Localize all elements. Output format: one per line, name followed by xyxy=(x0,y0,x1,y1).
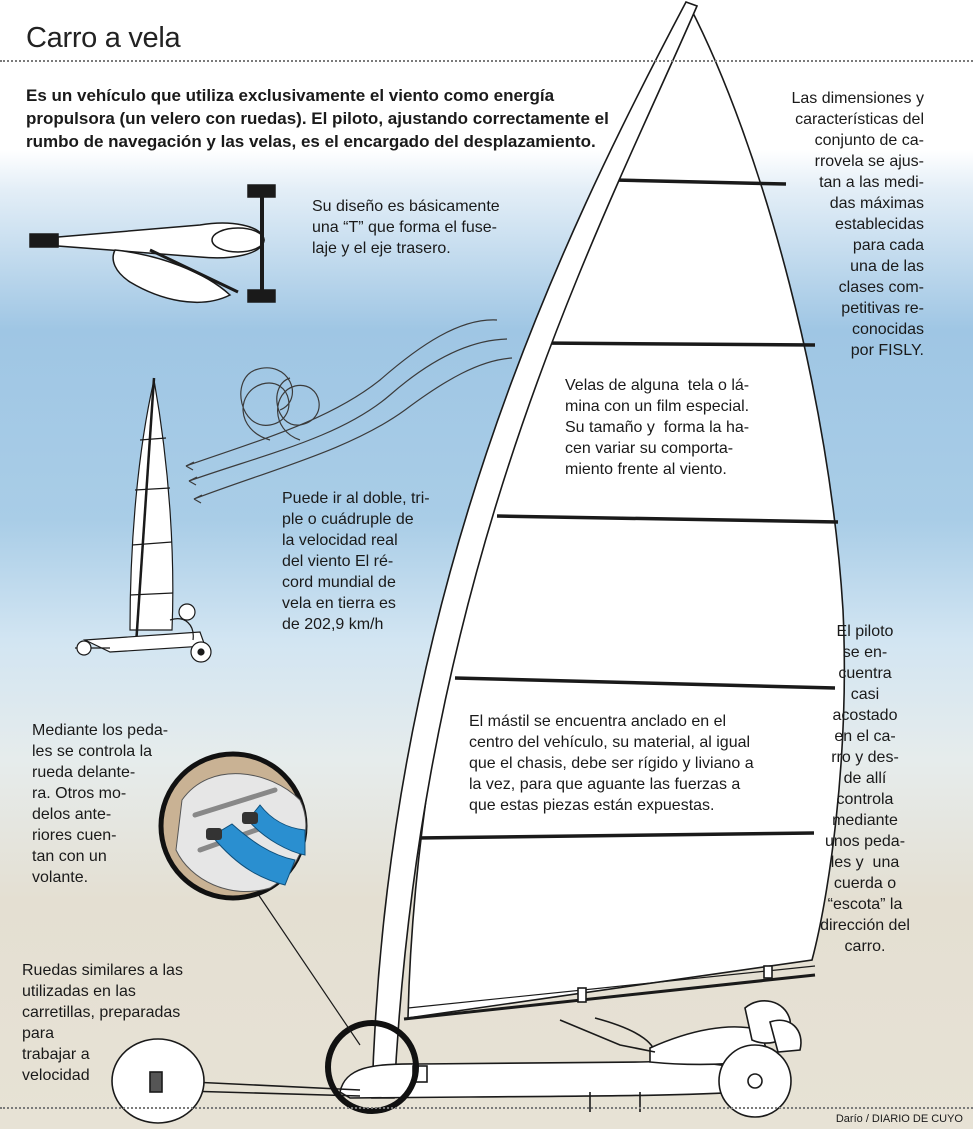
page-title: Carro a vela xyxy=(26,22,181,54)
intro-text: Es un vehículo que utiliza exclusivamente el viento como energía propulsora (un velero con ruedas). El piloto, ajustando correctamente el rumbo de navegación y las velas, es el encargado del desplazamiento. xyxy=(26,86,609,151)
sails-note: Velas de alguna tela o lá- mina con un film especial. Su tamaño y forma la ha- cen variar su comporta- miento frente al viento. xyxy=(565,377,750,478)
title-divider xyxy=(0,60,973,62)
credit: Darío / DIARIO DE CUYO xyxy=(835,1113,963,1125)
pedals-note: Mediante los peda- les se controla la rueda delante- ra. Otros mo- delos ante- riores cuen- tan con un volante. xyxy=(32,722,169,886)
mast-note: El mástil se encuentra anclado en el centro del vehículo, su material, al igual que el chasis, debe ser rígido y liviano a la vez, para que aguante las fuerzas a que estas piezas están expuestas. xyxy=(469,713,754,814)
design-note: Su diseño es básicamente una “T” que forma el fuse- laje y el eje trasero. xyxy=(312,198,500,257)
pilot-note: El piloto se en- cuentra casi acostado en el ca- rro y des- de allí controla mediante unos peda- les y una cuerda o “escota” la dirección del carro. xyxy=(820,623,910,955)
wheels-note: Ruedas similares a las utilizadas en las carretillas, preparadas para trabajar a velocidad xyxy=(22,962,183,1084)
pedals-inset xyxy=(161,754,360,1045)
small-sail-cart xyxy=(75,378,211,662)
top-view-cart xyxy=(30,185,275,302)
bottom-divider xyxy=(0,1107,973,1109)
dimensions-note: Las dimensiones y características del conjunto de ca- rrovela se ajus- tan a las medi- das máximas establecidas para cada una de las clases com- petitivas re- conocidas por FISLY. xyxy=(791,90,924,359)
speed-note: Puede ir al doble, tri- ple o cuádruple de la velocidad real del viento El ré- cord mundial de vela en tierra es de 202,9 km/h xyxy=(282,490,430,633)
wind-lines xyxy=(186,320,512,503)
